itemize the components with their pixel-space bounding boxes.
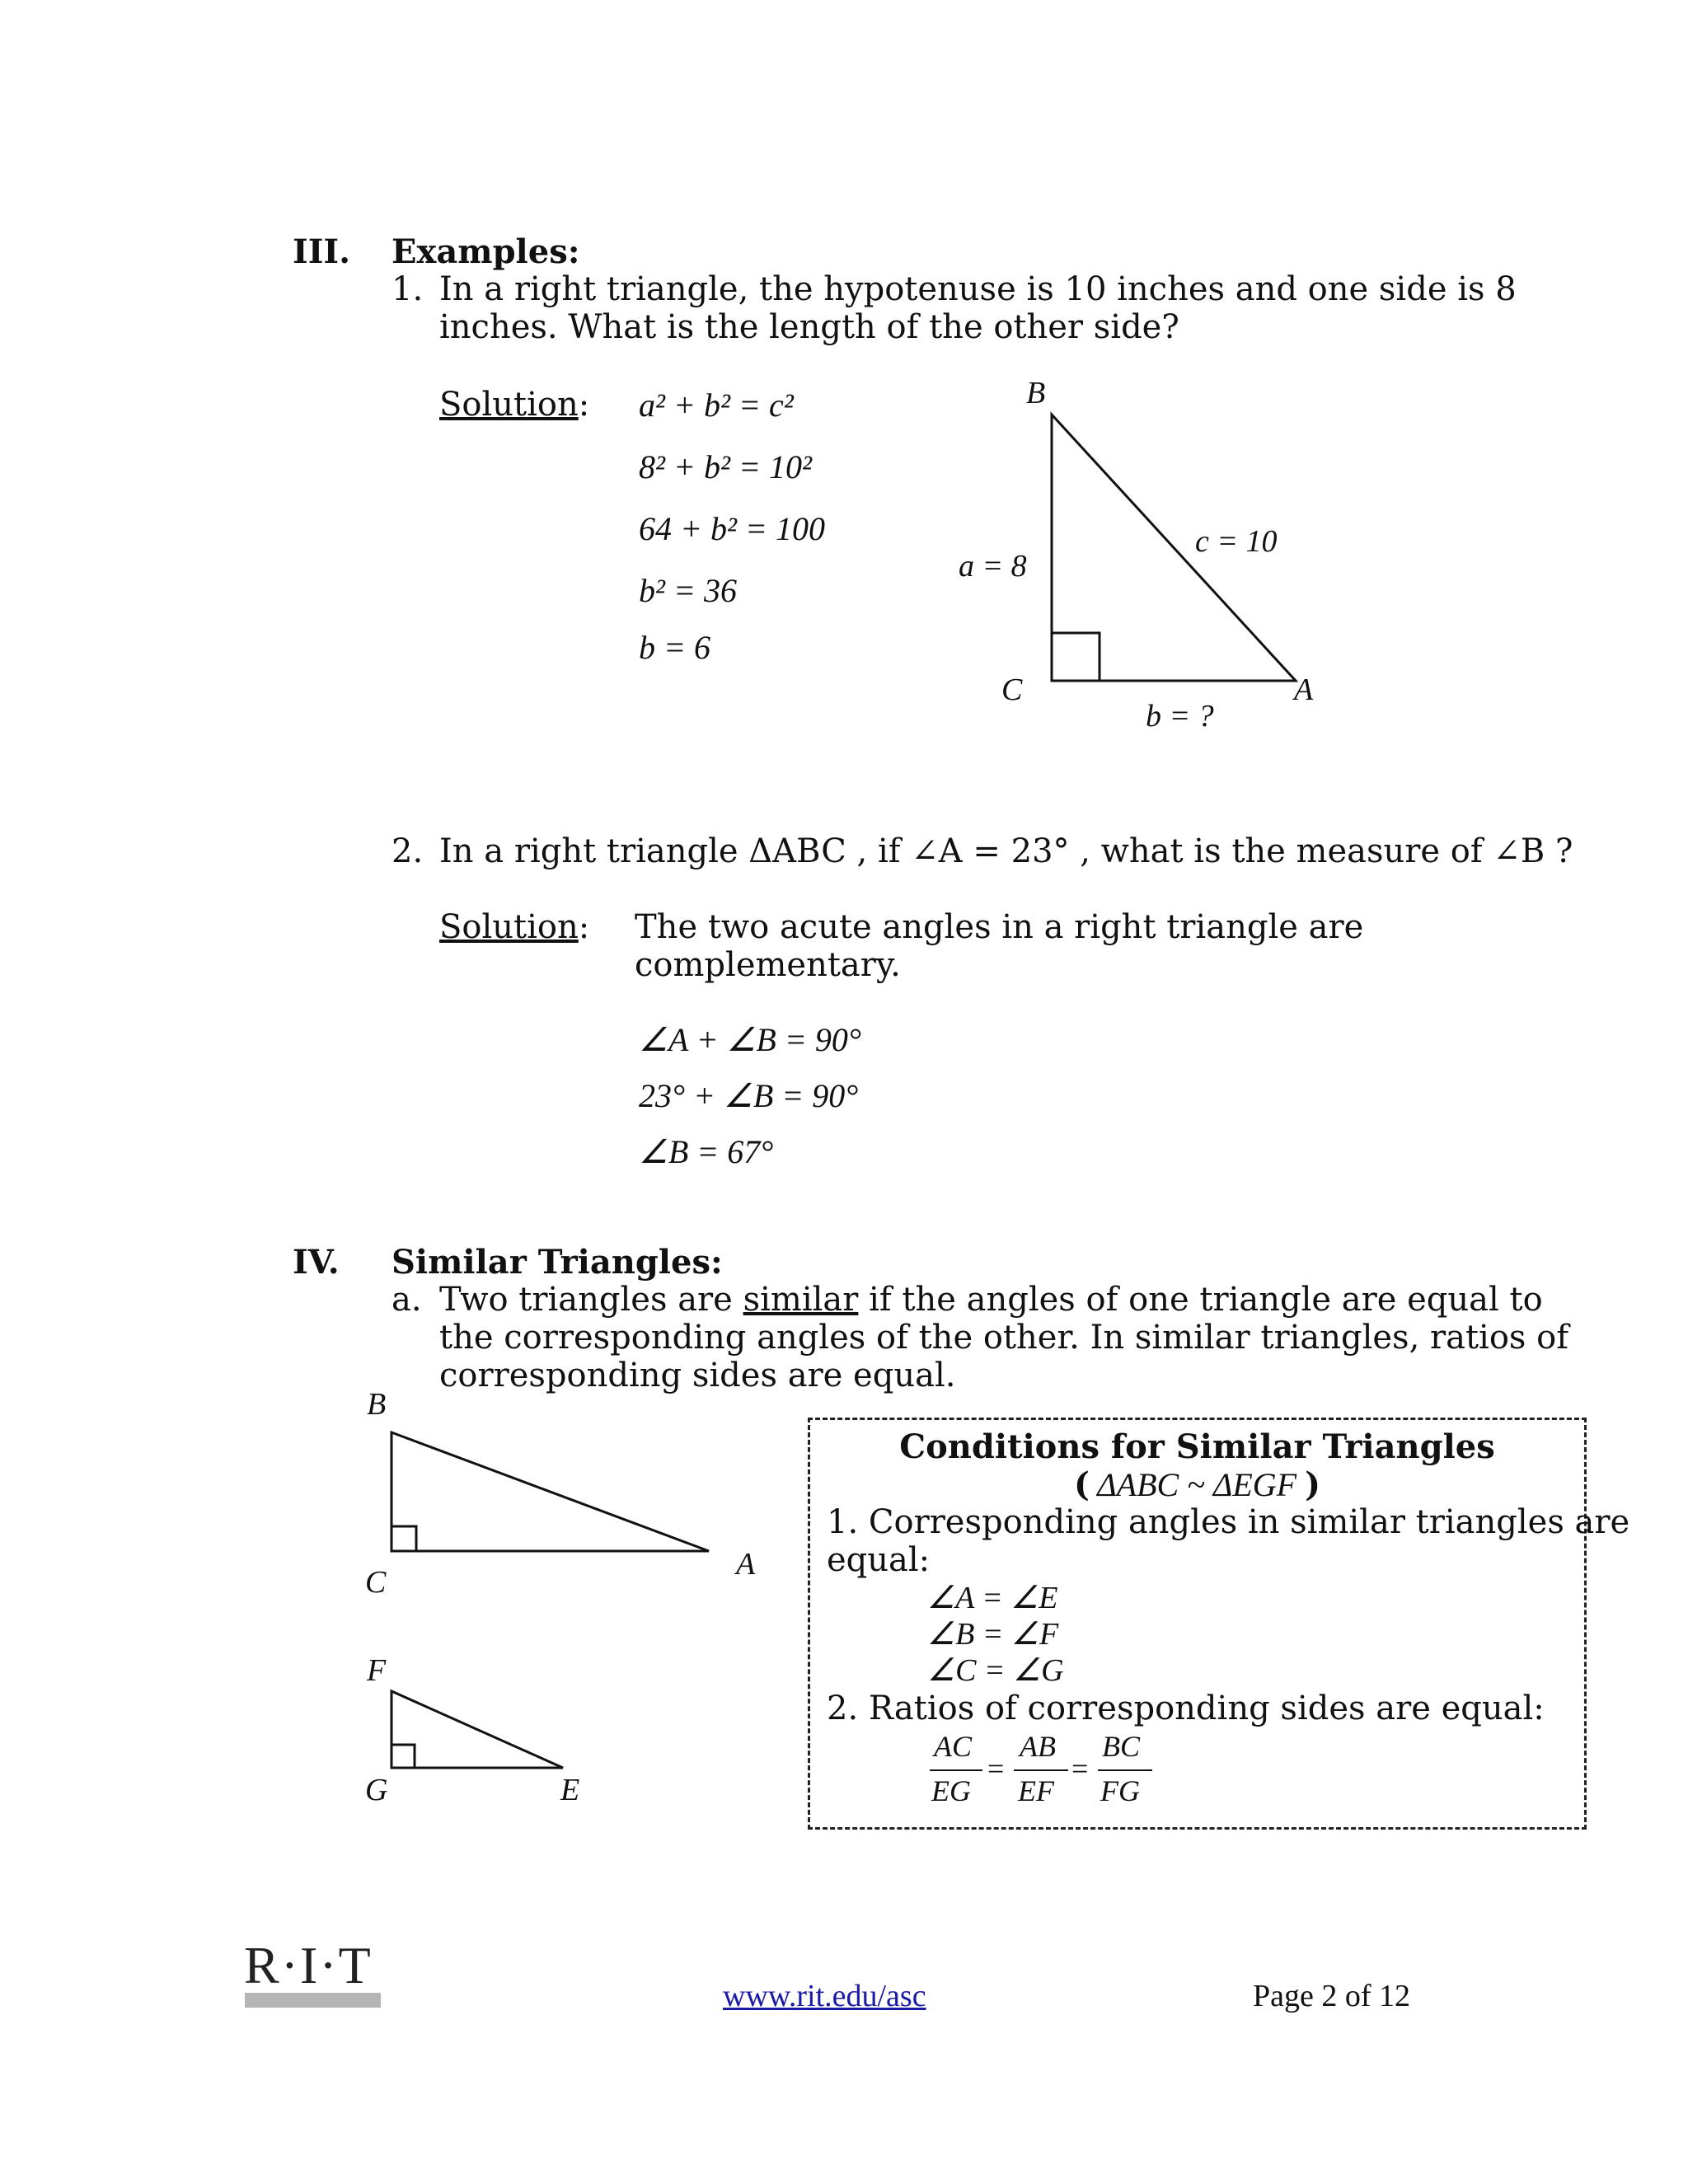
item-a-line3: corresponding sides are equal. bbox=[439, 1357, 956, 1394]
vertex-label-b: B bbox=[1026, 376, 1046, 410]
asc-website-link[interactable]: www.rit.edu/asc bbox=[723, 1979, 926, 2013]
conditions-subtitle: ( ΔABC ~ ΔEGF ) bbox=[1073, 1465, 1321, 1504]
example-2-explain-line2: complementary. bbox=[635, 946, 901, 984]
similar-triangle-egf-outline bbox=[392, 1691, 563, 1768]
example-2-explain-line1: The two acute angles in a right triangle are bbox=[635, 908, 1364, 946]
ratio-denominator-eg: EG bbox=[931, 1774, 971, 1807]
ratio-equals-1: = bbox=[987, 1752, 1005, 1785]
ratio-denominator-fg: FG bbox=[1100, 1774, 1140, 1807]
ratio-numerator-bc: BC bbox=[1102, 1730, 1141, 1763]
ratio-numerator-ab: AB bbox=[1020, 1730, 1056, 1763]
tri1-label-b: B bbox=[367, 1387, 387, 1422]
example-1-solution-label: Solution: bbox=[439, 386, 590, 424]
angle-equality-1: ∠A = ∠E bbox=[927, 1581, 1058, 1615]
side-label-c: c = 10 bbox=[1195, 524, 1278, 559]
example-2-step-3: ∠B = 67° bbox=[639, 1133, 774, 1170]
example-1-line1: In a right triangle, the hypotenuse is 10 inches and one side is 8 bbox=[439, 270, 1517, 308]
example-2-step-1: ∠A + ∠B = 90° bbox=[639, 1021, 861, 1058]
example-1-number: 1. bbox=[392, 270, 424, 308]
angle-equality-2: ∠B = ∠F bbox=[927, 1617, 1059, 1652]
condition-2: 2. Ratios of corresponding sides are equal: bbox=[827, 1690, 1545, 1727]
example-1-line2: inches. What is the length of the other side? bbox=[439, 308, 1179, 346]
similar-term: similar bbox=[743, 1281, 859, 1319]
example-1-step-1: a² + b² = c² bbox=[639, 387, 794, 424]
ratio-denominator-ef: EF bbox=[1018, 1774, 1054, 1807]
angle-equality-3: ∠C = ∠G bbox=[927, 1653, 1064, 1688]
example-2-solution-label: Solution: bbox=[439, 908, 590, 946]
section-numeral-3: III. bbox=[293, 232, 351, 271]
example-1-step-3: 64 + b² = 100 bbox=[639, 510, 825, 547]
right-angle-marker bbox=[1052, 633, 1100, 681]
condition-1-line1: 1. Corresponding angles in similar triangles are bbox=[827, 1503, 1630, 1541]
tri2-label-f: F bbox=[367, 1653, 387, 1688]
section-heading-examples: Examples: bbox=[392, 232, 580, 271]
item-a-letter: a. bbox=[392, 1281, 422, 1319]
ratio-equals-2: = bbox=[1071, 1752, 1089, 1785]
vertex-label-a: A bbox=[1294, 673, 1314, 707]
page-number: Page 2 of 12 bbox=[1253, 1979, 1411, 2013]
example-1-step-2: 8² + b² = 10² bbox=[639, 448, 812, 485]
example-2-step-2: 23° + ∠B = 90° bbox=[639, 1077, 859, 1114]
item-a-line2: the corresponding angles of the other. In similar triangles, ratios of bbox=[439, 1319, 1569, 1357]
ratio-numerator-ac: AC bbox=[934, 1730, 973, 1763]
item-a-line1: Two triangles are similar if the angles of one triangle are equal to bbox=[439, 1281, 1543, 1319]
right-angle-marker-abc bbox=[392, 1526, 416, 1551]
section-heading-similar-triangles: Similar Triangles: bbox=[392, 1243, 723, 1282]
example-1-step-5: b = 6 bbox=[639, 629, 710, 666]
side-label-b: b = ? bbox=[1146, 699, 1214, 733]
tri1-label-c: C bbox=[365, 1565, 387, 1600]
tri2-label-g: G bbox=[365, 1773, 388, 1807]
vertex-label-c: C bbox=[1001, 673, 1023, 707]
side-label-a: a = 8 bbox=[959, 549, 1027, 583]
rit-logo: R·I·T bbox=[244, 1936, 373, 1994]
tri2-label-e: E bbox=[560, 1773, 580, 1807]
section-numeral-4: IV. bbox=[293, 1243, 340, 1282]
tri1-label-a: A bbox=[736, 1547, 756, 1582]
condition-1-line2: equal: bbox=[827, 1541, 931, 1579]
example-2-number: 2. bbox=[392, 832, 424, 870]
right-angle-marker-egf bbox=[392, 1745, 415, 1768]
example-1-step-4: b² = 36 bbox=[639, 572, 737, 609]
similar-triangle-abc-outline bbox=[392, 1432, 709, 1551]
example-2-question: In a right triangle ΔABC , if ∠A = 23° , what is the measure of ∠B ? bbox=[439, 832, 1573, 870]
conditions-title: Conditions for Similar Triangles bbox=[899, 1427, 1495, 1466]
